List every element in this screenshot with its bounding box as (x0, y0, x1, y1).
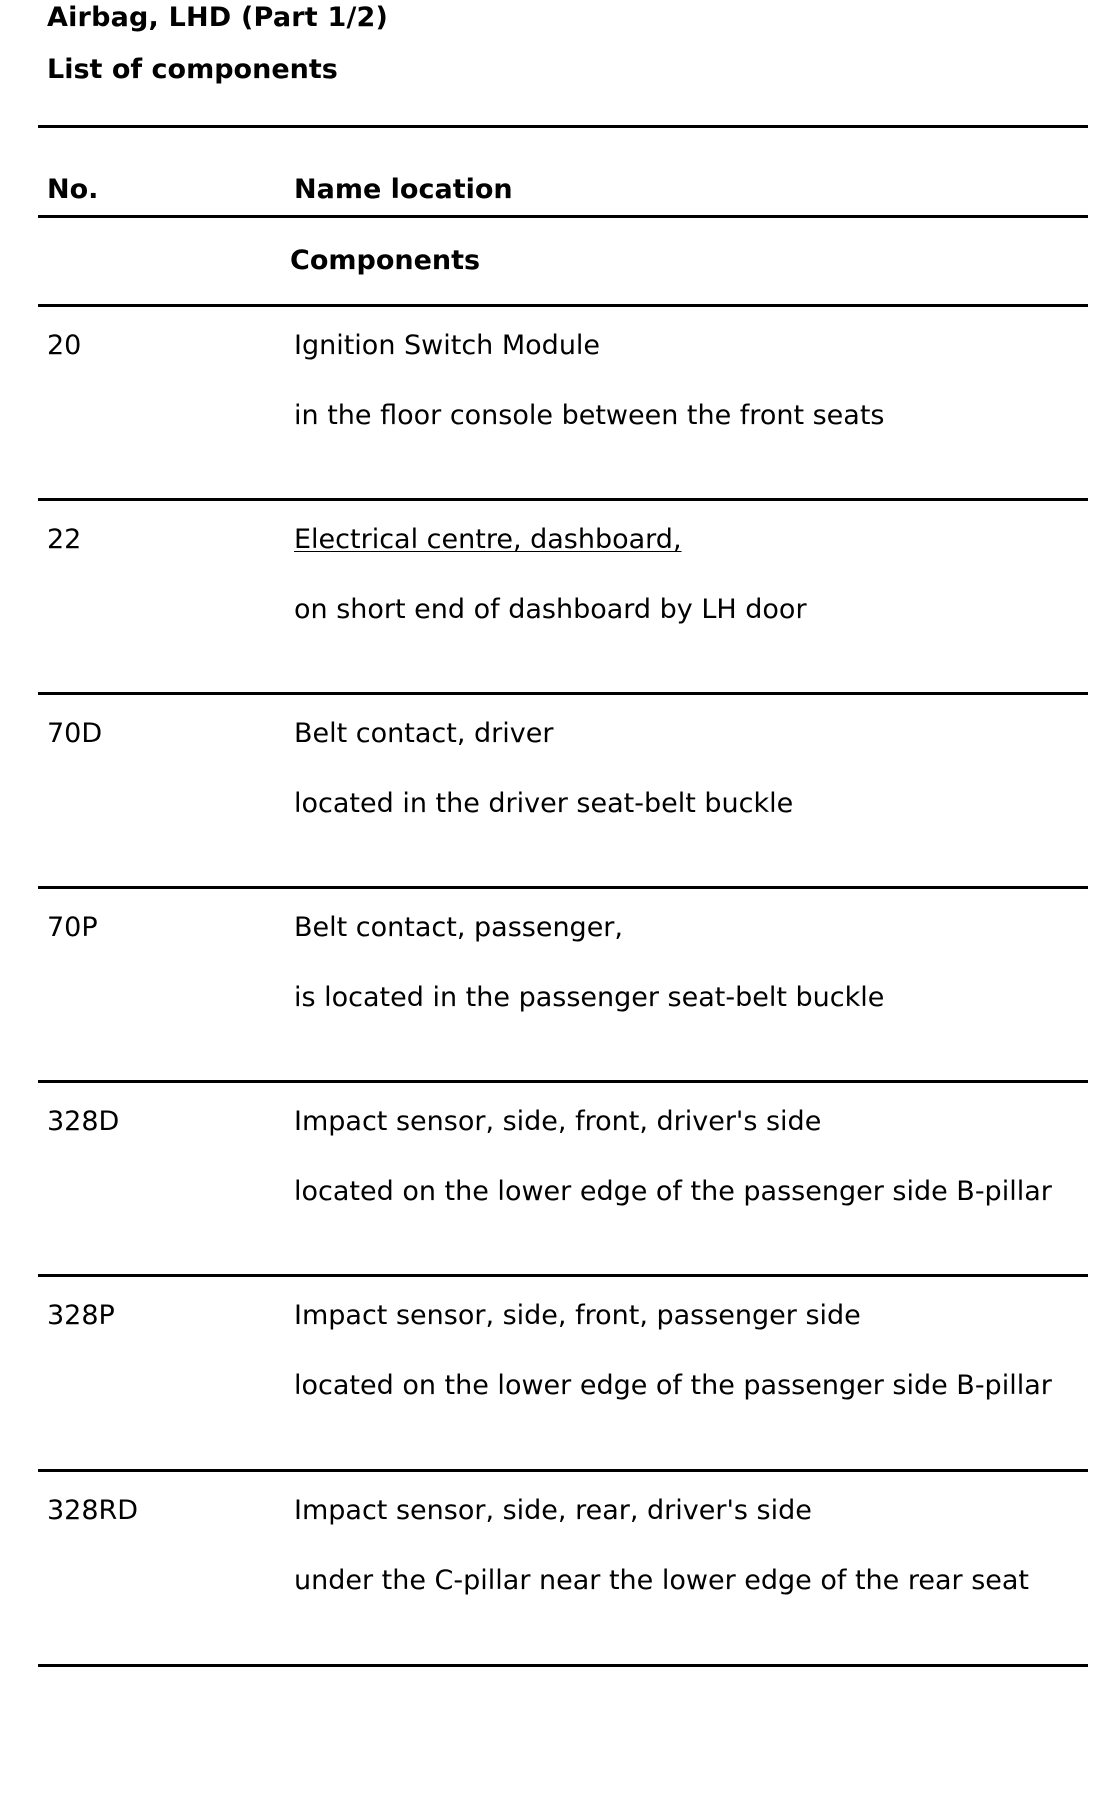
row-rule (38, 886, 1088, 889)
component-name: Ignition Switch Module (294, 330, 601, 361)
column-header-name-location: Name location (294, 174, 513, 205)
component-location: on short end of dashboard by LH door (294, 594, 807, 625)
top-rule (38, 125, 1088, 128)
component-location: under the C-pillar near the lower edge of the rear seat (294, 1565, 1029, 1596)
row-rule (38, 1080, 1088, 1083)
table-row (0, 512, 1120, 707)
component-number: 328P (47, 1300, 115, 1331)
component-number: 328D (47, 1106, 120, 1137)
table-row (0, 1483, 1120, 1678)
column-header-no: No. (47, 174, 99, 205)
component-number: 20 (47, 330, 82, 361)
row-rule (38, 692, 1088, 695)
component-name: Impact sensor, side, front, passenger side (294, 1300, 861, 1331)
component-name: Impact sensor, side, rear, driver's side (294, 1495, 812, 1526)
row-rule (38, 1469, 1088, 1472)
component-number: 70P (47, 912, 98, 943)
bottom-rule (38, 1664, 1088, 1667)
component-number: 22 (47, 524, 82, 555)
document-subtitle: List of components (47, 54, 338, 85)
component-location: located on the lower edge of the passenger side B-pillar (294, 1176, 1052, 1207)
row-rule (38, 498, 1088, 501)
component-name: Belt contact, driver (294, 718, 554, 749)
component-location: is located in the passenger seat-belt buckle (294, 982, 885, 1013)
component-number: 328RD (47, 1495, 139, 1526)
component-name-link[interactable]: Electrical centre, dashboard, (294, 524, 682, 555)
table-row (0, 900, 1120, 1095)
table-row (0, 318, 1120, 513)
row-rule (38, 1274, 1088, 1277)
component-number: 70D (47, 718, 103, 749)
table-row (0, 1288, 1120, 1483)
component-name: Impact sensor, side, front, driver's side (294, 1106, 822, 1137)
component-location: located in the driver seat-belt buckle (294, 788, 794, 819)
table-row (0, 706, 1120, 901)
component-location: in the floor console between the front seats (294, 400, 885, 431)
table-row (0, 1094, 1120, 1289)
header-rule (38, 215, 1088, 218)
component-name: Belt contact, passenger, (294, 912, 623, 943)
section-header-components: Components (290, 245, 481, 276)
component-location: located on the lower edge of the passenger side B-pillar (294, 1370, 1052, 1401)
document-title: Airbag, LHD (Part 1/2) (47, 2, 389, 33)
section-rule (38, 304, 1088, 307)
